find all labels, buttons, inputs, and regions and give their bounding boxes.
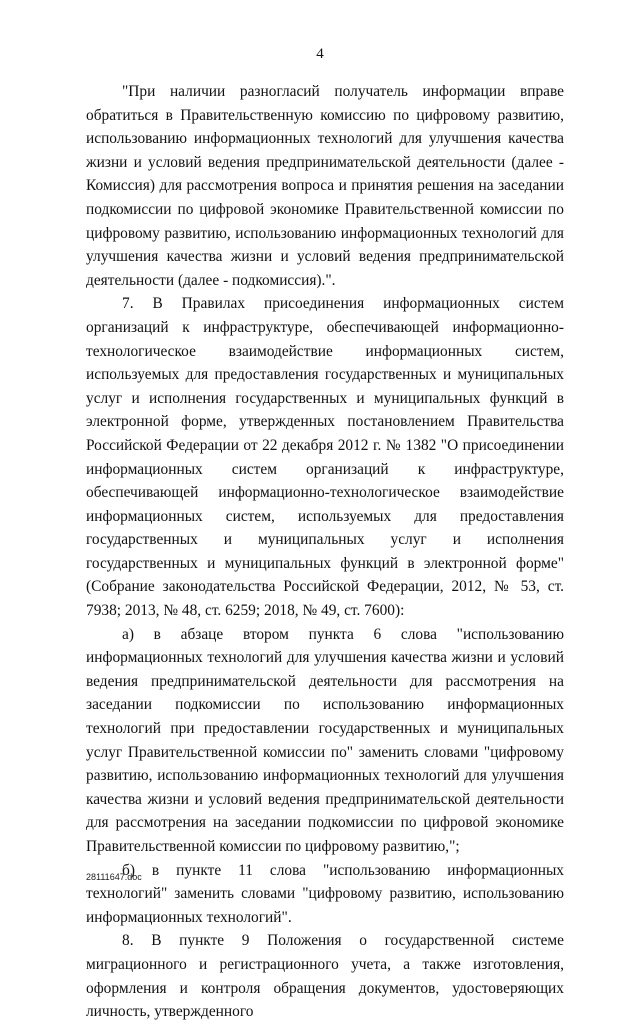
footer-document-code: 28111647.doc bbox=[86, 872, 142, 882]
page-number: 4 bbox=[316, 46, 324, 62]
paragraph-commission-quote: "При наличии разногласий получатель информации вправе обратиться в Правительственную комиссию по цифровому развитию, использованию информационных технологий для улучшения качества жизни и условий ведения предпринимательской деятельности (далее - Комиссия) для рассмотрения вопроса и принятия решения на заседании подкомиссии по цифровой экономике Правительственной комиссии по цифровому развитию, использованию информационных технологий для улучшения качества жизни и условий ведения предпринимательской деятельности (далее - подкомиссия).". bbox=[86, 83, 564, 289]
document-body bbox=[86, 80, 564, 1024]
paragraph-subitem-a: а) в абзаце втором пункта 6 слова "использованию информационных технологий для улучшения качества жизни и условий ведения предпринимательской деятельности для рассмотрения на заседании подкомиссии по использованию информационных технологий при предоставлении государственных и муниципальных услуг Правительственной комиссии по" заменить словами "цифровому развитию, использованию информационных технологий для улучшения качества жизни и условий ведения предпринимательской деятельности для рассмотрения на заседании подкомиссии по цифровой экономике Правительственной комиссии по цифровому развитию,"; bbox=[86, 625, 564, 855]
paragraph-item-8: 8. В пункте 9 Положения о государственной системе миграционного и регистрационного учета, а также изготовления, оформления и контроля обращения документов, удостоверяющих личность, утвержденного bbox=[86, 932, 564, 1021]
paragraph-item-7: 7. В Правилах присоединения информационных систем организаций к инфраструктуре, обеспечивающей информационно-технологическое взаимодействие информационных систем, используемых для предоставления государственных и муниципальных услуг и исполнения государственных и муниципальных функций в электронной форме, утвержденных постановлением Правительства Российской Федерации от 22 декабря 2012 г. № 1382 "О присоединении информационных систем организаций к инфраструктуре, обеспечивающей информационно-технологическое взаимодействие информационных систем, используемых для предоставления государственных и муниципальных услуг и исполнения государственных и муниципальных функций в электронной форме" (Собрание законодательства Российской Федерации, 2012, № 53, ст. 7938; 2013, № 48, ст. 6259; 2018, № 49, ст. 7600): bbox=[86, 295, 564, 620]
paragraph-subitem-b: б) в пункте 11 слова "использованию информационных технологий" заменить словами "цифровому развитию, использованию информационных технологий". bbox=[86, 861, 564, 926]
